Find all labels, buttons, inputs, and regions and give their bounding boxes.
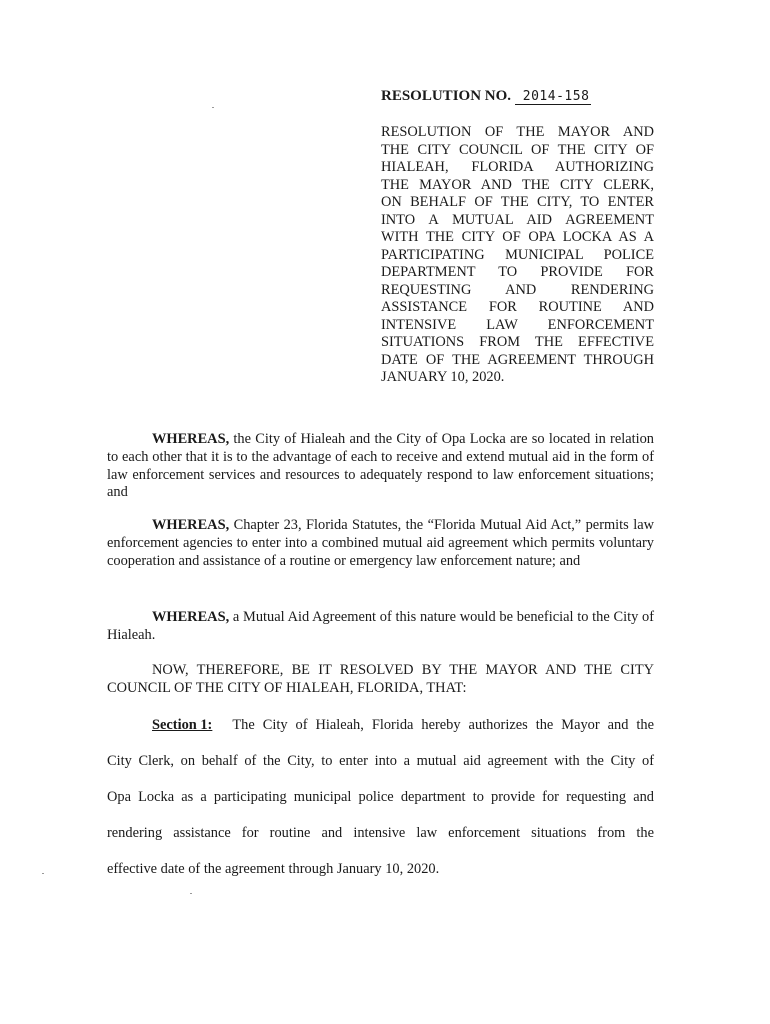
whereas-keyword: WHEREAS,: [152, 431, 230, 447]
section-line: effective date of the agreement through January 10, 2020.: [107, 861, 440, 877]
title-line: INTO A MUTUAL AID AGREEMENT: [381, 211, 654, 228]
title-line: PARTICIPATING MUNICIPAL POLICE: [381, 246, 654, 263]
section-heading: Section 1:: [152, 717, 213, 733]
title-line: THE MAYOR AND THE CITY CLERK,: [381, 176, 654, 193]
title-line: WITH THE CITY OF OPA LOCKA AS A: [381, 229, 654, 245]
whereas-paragraph-3: [107, 609, 654, 645]
title-line: DATE OF THE AGREEMENT THROUGH: [381, 351, 654, 368]
resolution-title: [381, 124, 654, 387]
title-line: ASSISTANCE FOR ROUTINE AND: [381, 299, 654, 315]
resolved-text: NOW, THEREFORE, BE IT RESOLVED BY THE MAYOR AND THE CITY COUNCIL OF THE CITY OF HIALEAH, FLORIDA, THAT:: [107, 662, 654, 696]
section-line: [107, 717, 654, 734]
whereas-text: the City of Hialeah and the City of Opa Locka are so located in relation to each other that it is to the advantage of each to receive and extend mutual aid in the form of law enforcement services and resources to adequately respond to law enforcement situations; and: [107, 431, 654, 501]
whereas-paragraph-2: [107, 517, 654, 570]
scan-speck: [190, 893, 192, 894]
title-line: REQUESTING AND RENDERING: [381, 281, 654, 298]
resolution-number: [381, 88, 591, 105]
whereas-keyword: WHEREAS,: [152, 517, 230, 533]
title-line: INTENSIVE LAW ENFORCEMENT: [381, 316, 654, 333]
whereas-paragraph-1: [107, 431, 654, 502]
whereas-text: a Mutual Aid Agreement of this nature would be beneficial to the City of Hialeah.: [107, 609, 654, 643]
whereas-keyword: WHEREAS,: [152, 609, 230, 625]
title-line: DEPARTMENT TO PROVIDE FOR: [381, 264, 654, 280]
title-line: ON BEHALF OF THE CITY, TO ENTER: [381, 194, 654, 210]
resolution-number-value: 2014-158: [515, 89, 592, 105]
whereas-text: Chapter 23, Florida Statutes, the “Florida Mutual Aid Act,” permits law enforcement agencies to enter into a combined mutual aid agreement which permits voluntary cooperation and assistance of a routine or emergency law enforcement nature; and: [107, 517, 654, 569]
resolution-number-label: RESOLUTION NO.: [381, 88, 512, 104]
scan-speck: [42, 873, 44, 874]
section-line: Opa Locka as a participating municipal police department to provide for requesting and: [107, 789, 654, 805]
section-text: The City of Hialeah, Florida hereby authorizes the Mayor and the: [232, 717, 654, 733]
title-line: HIALEAH, FLORIDA AUTHORIZING: [381, 159, 654, 175]
scan-speck: [212, 107, 214, 108]
title-line: SITUATIONS FROM THE EFFECTIVE: [381, 334, 654, 350]
section-line: City Clerk, on behalf of the City, to enter into a mutual aid agreement with the City of: [107, 753, 654, 769]
section-line: rendering assistance for routine and intensive law enforcement situations from the: [107, 825, 654, 841]
title-line: THE CITY COUNCIL OF THE CITY OF: [381, 141, 654, 158]
title-line: JANUARY 10, 2020.: [381, 369, 505, 385]
resolved-paragraph: [107, 662, 654, 698]
title-line: RESOLUTION OF THE MAYOR AND: [381, 124, 654, 140]
